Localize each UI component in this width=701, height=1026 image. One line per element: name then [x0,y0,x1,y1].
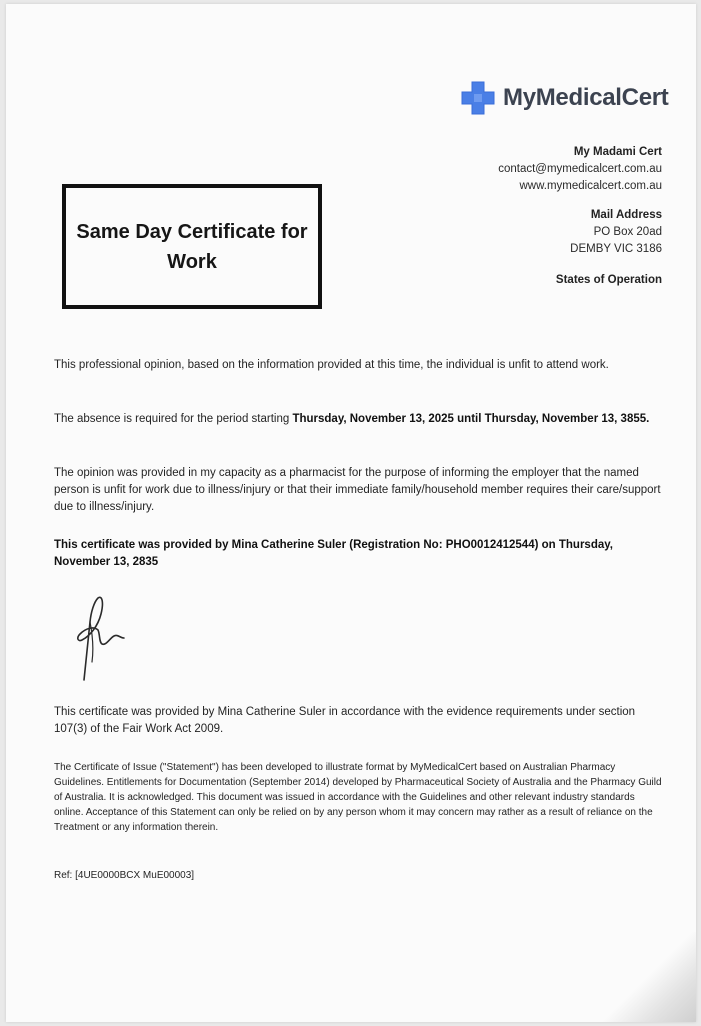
certificate-title: Same Day Certificate for Work [76,220,308,273]
sender-name: My Madami Cert [573,146,662,158]
brand-logo [461,80,668,116]
signature [64,592,150,687]
status-of-operation: States of Operation [555,274,662,286]
page-corner-curl [576,932,696,1022]
paragraph-absence-period [54,411,666,428]
brand-name: MyMedicalCert [503,84,669,111]
paragraph-opinion: This professional opinion, based on the information provided at this time, the individual is unfit to attend work. [54,359,609,371]
po-box: PO Box 20ad [593,226,662,238]
sender-website[interactable]: www.mymedicalcert.com.au [519,180,662,192]
medical-cross-icon [461,81,495,115]
city: DEMBY VIC 3186 [570,243,662,255]
provided-by-prefix: This certificate was provided by Mina Catherine Suler (Registration No: PHO0012412544) on [54,539,559,551]
paragraph-fair-work: This certificate was provided by Mina Catherine Suler in accordance with the evidence requirements under section 107(3) of the Fair Work Act 2009. [54,706,636,735]
certificate-title-box [62,184,322,309]
absence-end-date: Thursday, November 13, 3855. [484,413,650,425]
paragraph-provided-by [54,537,666,571]
certificate-page [6,4,696,1022]
paragraph-capacity: The opinion was provided in my capacity as a pharmacist for the purpose of informing the employer that the named person is unfit for work due to illness/injury or that their immediate family/household member requires their care/support due to illness/injury. [54,467,661,513]
absence-until: until [453,413,485,425]
mail-address-label: Mail Address [590,209,662,221]
provided-date: Thursday, November 13, 2835 [54,539,613,568]
paragraph-disclaimer: The Certificate of Issue ("Statement") has been developed to illustrate format by MyMedicalCert based on Australian Pharmacy Guidelines. Entitlements for Documentation (September 2014) developed by Pharmaceutical Society of Australia and the Pharmacy Guild of Australia. It is acknowledged. This document was issued in accordance with the Guidelines and other relevant industry standards online. Acceptance of this Statement can only be relied on by any person whom it may concern may rather as a result of reliance on the Treatment or any information therein. [54,762,662,833]
reference-number: Ref: [4UE0000BCX MuE00003] [54,870,195,881]
sender-email[interactable]: contact@mymedicalcert.com.au [498,163,662,175]
sender-details [342,144,662,289]
absence-start-date: Thursday, November 13, 2025 [292,413,454,425]
absence-prefix: The absence is required for the period starting [54,413,293,425]
